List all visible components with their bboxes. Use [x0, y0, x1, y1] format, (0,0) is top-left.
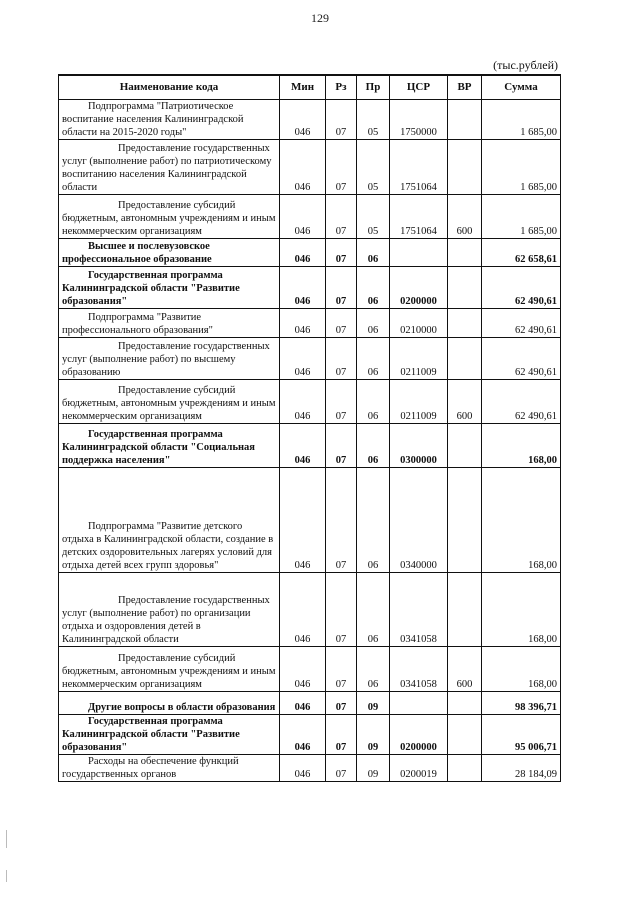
cell-vr: 600	[448, 647, 482, 692]
cell-sum: 168,00	[482, 468, 561, 573]
cell-pr: 06	[357, 267, 390, 309]
cell-min: 046	[280, 573, 326, 647]
cell-vr	[448, 715, 482, 755]
table-row	[59, 573, 561, 647]
cell-rz: 07	[326, 755, 357, 782]
cell-rz: 07	[326, 140, 357, 195]
cell-pr: 06	[357, 468, 390, 573]
cell-sum: 95 006,71	[482, 715, 561, 755]
cell-name: Предоставление государственных услуг (выполнение работ) по организации отдыха и оздоровления детей в Калининградской области	[59, 573, 280, 647]
cell-vr	[448, 309, 482, 338]
cell-csr: 0200019	[390, 755, 448, 782]
cell-pr: 09	[357, 692, 390, 715]
cell-sum: 62 490,61	[482, 338, 561, 380]
cell-min: 046	[280, 140, 326, 195]
cell-min: 046	[280, 647, 326, 692]
cell-name: Расходы на обеспечение функций государственных органов	[59, 755, 280, 782]
cell-vr	[448, 424, 482, 468]
table-row	[59, 195, 561, 239]
cell-name: Предоставление субсидий бюджетным, автономным учреждениям и иным некоммерческим организациям	[59, 647, 280, 692]
table-row	[59, 100, 561, 140]
cell-name: Предоставление субсидий бюджетным, автономным учреждениям и иным некоммерческим организациям	[59, 380, 280, 424]
table-header-row	[59, 75, 561, 100]
cell-sum: 62 490,61	[482, 309, 561, 338]
cell-vr	[448, 573, 482, 647]
cell-csr: 0200000	[390, 267, 448, 309]
column-header-pr: Пр	[357, 75, 390, 100]
cell-vr: 600	[448, 195, 482, 239]
scan-edge-mark	[6, 870, 7, 882]
cell-pr: 06	[357, 573, 390, 647]
cell-rz: 07	[326, 100, 357, 140]
cell-pr: 06	[357, 239, 390, 267]
cell-min: 046	[280, 755, 326, 782]
cell-pr: 06	[357, 424, 390, 468]
cell-rz: 07	[326, 692, 357, 715]
table-row	[59, 239, 561, 267]
cell-csr	[390, 239, 448, 267]
cell-rz: 07	[326, 267, 357, 309]
cell-min: 046	[280, 100, 326, 140]
cell-sum: 168,00	[482, 424, 561, 468]
table-row	[59, 692, 561, 715]
table-row	[59, 140, 561, 195]
cell-pr: 06	[357, 338, 390, 380]
cell-rz: 07	[326, 647, 357, 692]
cell-name: Другие вопросы в области образования	[59, 692, 280, 715]
page-number: 129	[311, 11, 329, 25]
table-row	[59, 468, 561, 573]
cell-name: Подпрограмма "Развитие детского отдыха в Калининградской области, создание в детских оздоровительных лагерях условий для отдыха детей всех групп здоровья"	[59, 468, 280, 573]
cell-min: 046	[280, 195, 326, 239]
cell-name: Государственная программа Калининградской области "Развитие образования"	[59, 715, 280, 755]
cell-min: 046	[280, 692, 326, 715]
cell-sum: 1 685,00	[482, 100, 561, 140]
cell-name: Предоставление государственных услуг (выполнение работ) по высшему образованию	[59, 338, 280, 380]
cell-rz: 07	[326, 239, 357, 267]
cell-rz: 07	[326, 424, 357, 468]
table-row	[59, 715, 561, 755]
cell-rz: 07	[326, 573, 357, 647]
cell-sum: 1 685,00	[482, 195, 561, 239]
cell-vr	[448, 755, 482, 782]
cell-pr: 09	[357, 715, 390, 755]
cell-csr: 1751064	[390, 140, 448, 195]
cell-min: 046	[280, 267, 326, 309]
column-header-sum: Сумма	[482, 75, 561, 100]
cell-rz: 07	[326, 309, 357, 338]
cell-rz: 07	[326, 380, 357, 424]
scan-edge-mark	[6, 830, 7, 848]
cell-min: 046	[280, 424, 326, 468]
column-header-min: Мин	[280, 75, 326, 100]
budget-table	[58, 74, 561, 782]
table-body	[59, 100, 561, 782]
cell-csr: 0300000	[390, 424, 448, 468]
cell-min: 046	[280, 468, 326, 573]
cell-vr: 600	[448, 380, 482, 424]
cell-min: 046	[280, 239, 326, 267]
cell-pr: 09	[357, 755, 390, 782]
cell-pr: 06	[357, 380, 390, 424]
cell-sum: 62 658,61	[482, 239, 561, 267]
cell-vr	[448, 140, 482, 195]
cell-name: Предоставление государственных услуг (выполнение работ) по патриотическому воспитанию населения Калининградской области	[59, 140, 280, 195]
cell-min: 046	[280, 338, 326, 380]
table-row	[59, 424, 561, 468]
column-header-csr: ЦСР	[390, 75, 448, 100]
table-row	[59, 380, 561, 424]
table-row	[59, 267, 561, 309]
cell-csr: 0211009	[390, 338, 448, 380]
cell-csr: 1751064	[390, 195, 448, 239]
cell-sum: 28 184,09	[482, 755, 561, 782]
cell-csr: 1750000	[390, 100, 448, 140]
cell-sum: 168,00	[482, 573, 561, 647]
cell-name: Предоставление субсидий бюджетным, автономным учреждениям и иным некоммерческим организациям	[59, 195, 280, 239]
column-header-name: Наименование кода	[59, 75, 280, 100]
cell-name: Подпрограмма "Развитие профессионального образования"	[59, 309, 280, 338]
cell-sum: 1 685,00	[482, 140, 561, 195]
cell-pr: 05	[357, 140, 390, 195]
cell-vr	[448, 267, 482, 309]
cell-min: 046	[280, 309, 326, 338]
cell-csr: 0341058	[390, 573, 448, 647]
cell-name: Государственная программа Калининградской области "Развитие образования"	[59, 267, 280, 309]
cell-csr: 0200000	[390, 715, 448, 755]
cell-rz: 07	[326, 338, 357, 380]
cell-rz: 07	[326, 715, 357, 755]
cell-name: Высшее и послевузовское профессиональное образование	[59, 239, 280, 267]
cell-name: Подпрограмма "Патриотическое воспитание населения Калининградской области на 2015-2020 годы"	[59, 100, 280, 140]
cell-sum: 62 490,61	[482, 267, 561, 309]
cell-pr: 06	[357, 647, 390, 692]
cell-csr: 0210000	[390, 309, 448, 338]
cell-pr: 06	[357, 309, 390, 338]
cell-vr	[448, 692, 482, 715]
unit-note: (тыс.рублей)	[493, 58, 558, 72]
table-row	[59, 338, 561, 380]
cell-pr: 05	[357, 100, 390, 140]
column-header-vr: ВР	[448, 75, 482, 100]
cell-rz: 07	[326, 195, 357, 239]
table-row	[59, 755, 561, 782]
cell-sum: 98 396,71	[482, 692, 561, 715]
cell-sum: 62 490,61	[482, 380, 561, 424]
cell-vr	[448, 468, 482, 573]
cell-vr	[448, 338, 482, 380]
cell-vr	[448, 100, 482, 140]
cell-csr: 0211009	[390, 380, 448, 424]
column-header-rz: Рз	[326, 75, 357, 100]
cell-pr: 05	[357, 195, 390, 239]
table-row	[59, 309, 561, 338]
cell-min: 046	[280, 715, 326, 755]
cell-csr	[390, 692, 448, 715]
cell-rz: 07	[326, 468, 357, 573]
cell-csr: 0341058	[390, 647, 448, 692]
cell-csr: 0340000	[390, 468, 448, 573]
cell-sum: 168,00	[482, 647, 561, 692]
table-row	[59, 647, 561, 692]
cell-min: 046	[280, 380, 326, 424]
cell-name: Государственная программа Калининградской области "Социальная поддержка населения"	[59, 424, 280, 468]
cell-vr	[448, 239, 482, 267]
